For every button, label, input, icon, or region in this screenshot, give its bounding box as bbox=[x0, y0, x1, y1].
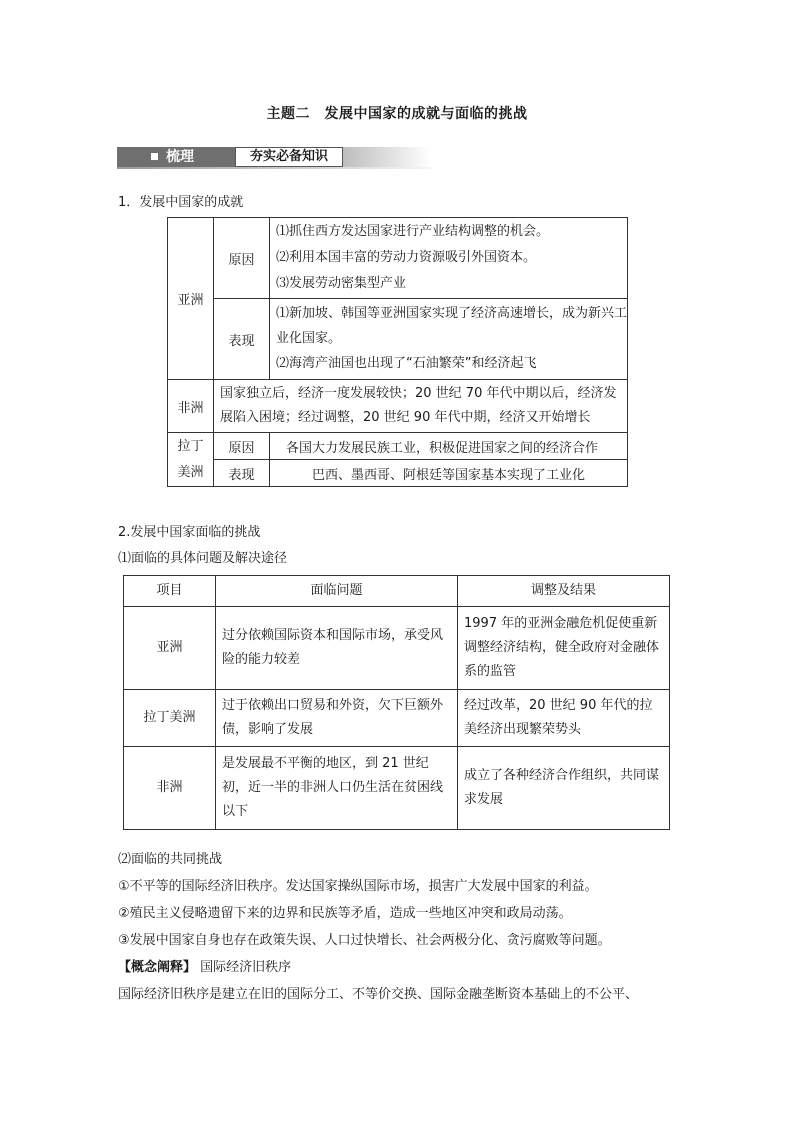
item-cell: 拉丁美洲 bbox=[124, 690, 216, 747]
concept-title: 国际经济旧秩序 bbox=[200, 960, 292, 975]
concept-heading bbox=[118, 958, 291, 978]
section2-subheading-2: ⑵面临的共同挑战 bbox=[118, 852, 223, 867]
content-cell bbox=[270, 218, 628, 299]
region-cell: 非洲 bbox=[168, 380, 214, 433]
challenge-item: ①不平等的国际经济旧秩序。发达国家操纵国际市场，损害广大发展中国家的利益。 bbox=[118, 879, 598, 894]
section1-heading: 1．发展中国家的成就 bbox=[118, 195, 244, 210]
banner-gradient bbox=[343, 147, 431, 167]
label-cell: 表现 bbox=[214, 460, 270, 487]
section2-subheading-1: ⑴面临的具体问题及解决途径 bbox=[118, 551, 288, 566]
region-cell bbox=[168, 433, 214, 487]
page-title: 主题二 发展中国家的成就与面临的挑战 bbox=[266, 106, 528, 122]
concept-text: 国际经济旧秩序是建立在旧的国际分工、不等价交换、国际金融垄断资本基础上的不公平、 bbox=[118, 987, 639, 1002]
challenges-table bbox=[123, 575, 670, 830]
banner-label-block bbox=[117, 147, 235, 167]
banner-subtitle: 夯实必备知识 bbox=[235, 147, 343, 167]
achievements-table bbox=[167, 217, 628, 487]
item-cell: 非洲 bbox=[124, 747, 216, 830]
column-header: 调整及结果 bbox=[458, 576, 670, 607]
content-cell: 国家独立后，经济一度发展较快；20 世纪 70 年代中期以后，经济发展陷入困境；经过调整，20 世纪 90 年代中期，经济又开始增长 bbox=[214, 380, 628, 433]
challenge-item: ②殖民主义侵略遗留下来的边界和民族等矛盾，造成一些地区冲突和政局动荡。 bbox=[118, 906, 572, 921]
result-cell: 经过改革，20 世纪 90 年代的拉美经济出现繁荣势头 bbox=[458, 690, 670, 747]
list-item: ⑶发展劳动密集型产业 bbox=[276, 276, 407, 291]
table-row bbox=[168, 460, 628, 487]
section-banner bbox=[117, 145, 431, 169]
list-item: ⑴新加坡、韩国等亚洲国家实现了经济高速增长，成为新兴工业化国家。 bbox=[276, 306, 628, 346]
section2-heading: 2.发展中国家面临的挑战 bbox=[118, 525, 261, 540]
label-cell: 原因 bbox=[214, 218, 270, 299]
column-header: 项目 bbox=[124, 576, 216, 607]
content-cell: 各国大力发展民族工业，积极促进国家之间的经济合作 bbox=[270, 433, 628, 460]
table-row bbox=[124, 690, 670, 747]
banner-label: 梳理 bbox=[166, 149, 194, 165]
region-line: 美洲 bbox=[177, 464, 204, 480]
list-item: ⑴抓住西方发达国家进行产业结构调整的机会。 bbox=[276, 224, 550, 239]
table-row bbox=[168, 299, 628, 380]
table-row bbox=[168, 218, 628, 299]
square-bullet-icon bbox=[151, 153, 158, 160]
problem-cell: 过于依赖出口贸易和外资，欠下巨额外债，影响了发展 bbox=[216, 690, 458, 747]
content-cell bbox=[270, 299, 628, 380]
content-cell: 巴西、墨西哥、阿根廷等国家基本实现了工业化 bbox=[270, 460, 628, 487]
table-row bbox=[124, 607, 670, 690]
banner-rule bbox=[117, 167, 431, 169]
table-header-row bbox=[124, 576, 670, 607]
region-cell: 亚洲 bbox=[168, 218, 214, 380]
list-item: ⑵海湾产油国也出现了“石油繁荣”和经济起飞 bbox=[276, 356, 537, 371]
label-cell: 表现 bbox=[214, 299, 270, 380]
problem-cell: 是发展最不平衡的地区，到 21 世纪初，近一半的非洲人口仍生活在贫困线以下 bbox=[216, 747, 458, 830]
result-cell: 成立了各种经济合作组织，共同谋求发展 bbox=[458, 747, 670, 830]
concept-tag: 【概念阐释】 bbox=[118, 960, 197, 975]
problem-cell: 过分依赖国际资本和国际市场，承受风险的能力较差 bbox=[216, 607, 458, 690]
list-item: ⑵利用本国丰富的劳动力资源吸引外国资本。 bbox=[276, 250, 537, 265]
challenge-item: ③发展中国家自身也存在政策失误、人口过快增长、社会两极分化、贪污腐败等问题。 bbox=[118, 933, 611, 948]
result-cell: 1997 年的亚洲金融危机促使重新调整经济结构，健全政府对金融体系的监管 bbox=[458, 607, 670, 690]
label-cell: 原因 bbox=[214, 433, 270, 460]
region-line: 拉丁 bbox=[177, 438, 204, 454]
table-row bbox=[168, 433, 628, 460]
table-row bbox=[124, 747, 670, 830]
table-row bbox=[168, 380, 628, 433]
column-header: 面临问题 bbox=[216, 576, 458, 607]
item-cell: 亚洲 bbox=[124, 607, 216, 690]
